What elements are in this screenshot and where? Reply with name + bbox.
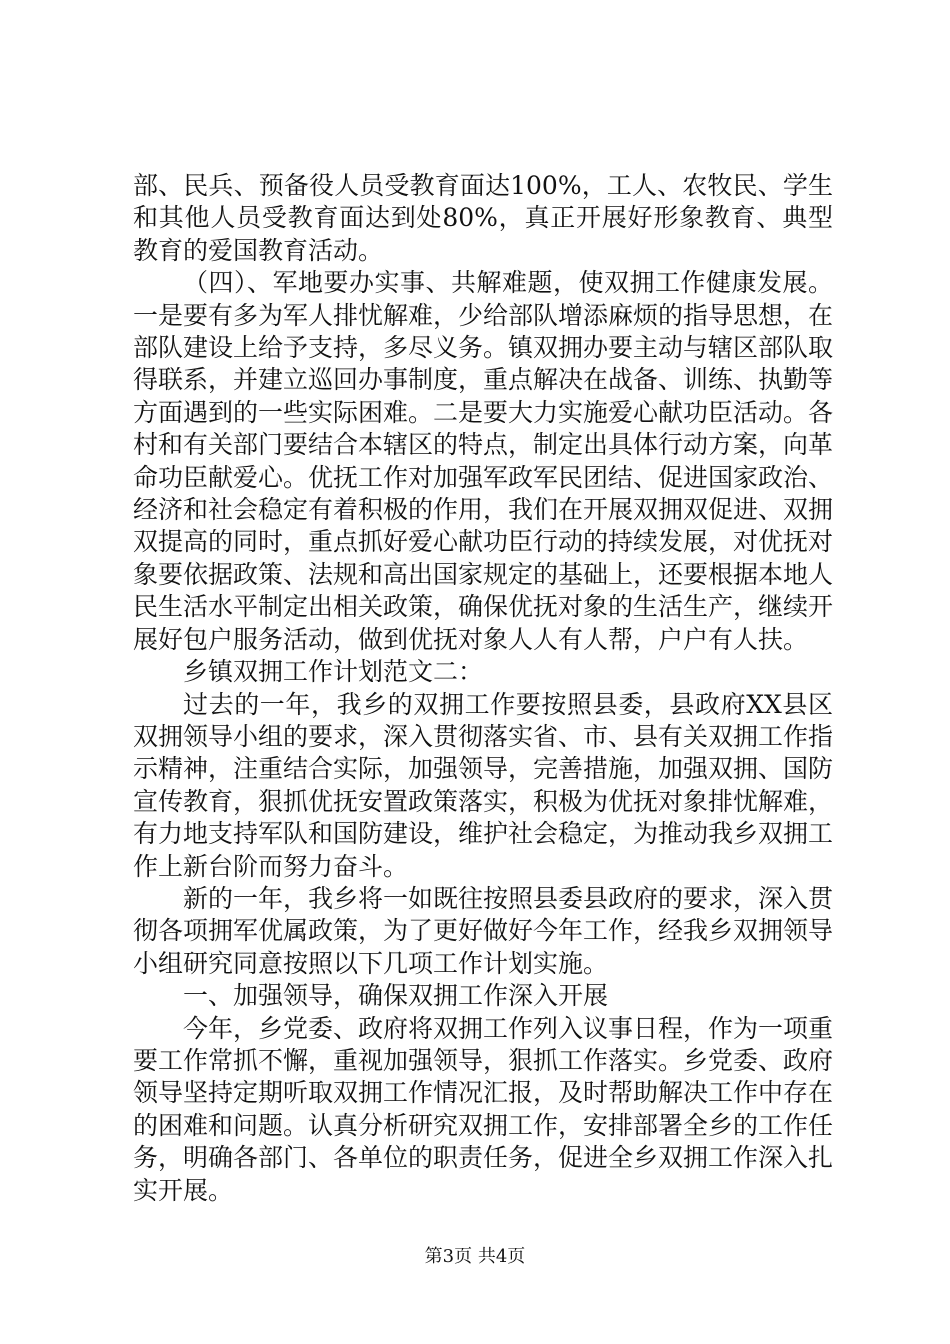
paragraph-section-four: （四）、军地要办实事、共解难题，使双拥工作健康发展。一是要有多为军人排忧解难，少给部队增添麻烦的指导思想，在部队建设上给予支持，多尽义务。镇双拥办要主动与辖区部队取得联系，并建立巡回办事制度，重点解决在战备、训练、执勤等方面遇到的一些实际困难。二是要大力实施爱心献功臣活动。各村和有关部门要结合本辖区的特点，制定出具体行动方案，向革命功臣献爱心。优抚工作对加强军政军民团结、促进国家政治、经济和社会稳定有着积极的作用，我们在开展双拥双促进、双拥双提高的同时，重点抓好爱心献功臣行动的持续发展，对优抚对象要依据政策、法规和高出国家规定的基础上，还要根据本地人民生活水平制定出相关政策，确保优抚对象的生活生产，继续开展好包户服务活动，做到优抚对象人人有人帮，户户有人扶。 (133, 268, 834, 654)
document-body (133, 170, 833, 1207)
paragraph-continued: 部、民兵、预备役人员受教育面达100%，工人、农牧民、学生和其他人员受教育面达到处80%，真正开展好形象教育、典型教育的爱国教育活动。 (133, 171, 833, 265)
paragraph-sample-two-heading: 乡镇双拥工作计划范文二： (183, 657, 484, 687)
paragraph-new-year: 新的一年，我乡将一如既往按照县委县政府的要求，深入贯彻各项拥军优属政策，为了更好做好今年工作，经我乡双拥领导小组研究同意按照以下几项工作计划实施。 (133, 883, 834, 978)
page-number-footer: 第3页 共4页 (424, 1246, 526, 1267)
paragraph-past-year: 过去的一年，我乡的双拥工作要按照县委，县政府XX县区双拥领导小组的要求，深入贯彻落实省、市、县有关双拥工作指示精神，注重结合实际，加强领导，完善措施，加强双拥、国防宣传教育，狠抓优抚安置政策落实，积极为优抚对象排忧解难，有力地支持军队和国防建设，维护社会稳定，为推动我乡双拥工作上新台阶而努力奋斗。 (133, 689, 834, 881)
paragraph-this-year: 今年，乡党委、政府将双拥工作列入议事日程，作为一项重要工作常抓不懈，重视加强领导，狠抓工作落实。乡党委、政府领导坚持定期听取双拥工作情况汇报，及时帮助解决工作中存在的困难和问题。认真分析研究双拥工作，安排部署全乡的工作任务，明确各部门、各单位的职责任务，促进全乡双拥工作深入扎实开展。 (133, 1013, 834, 1205)
section-heading-leadership: 一、加强领导，确保双拥工作深入开展 (183, 981, 609, 1011)
